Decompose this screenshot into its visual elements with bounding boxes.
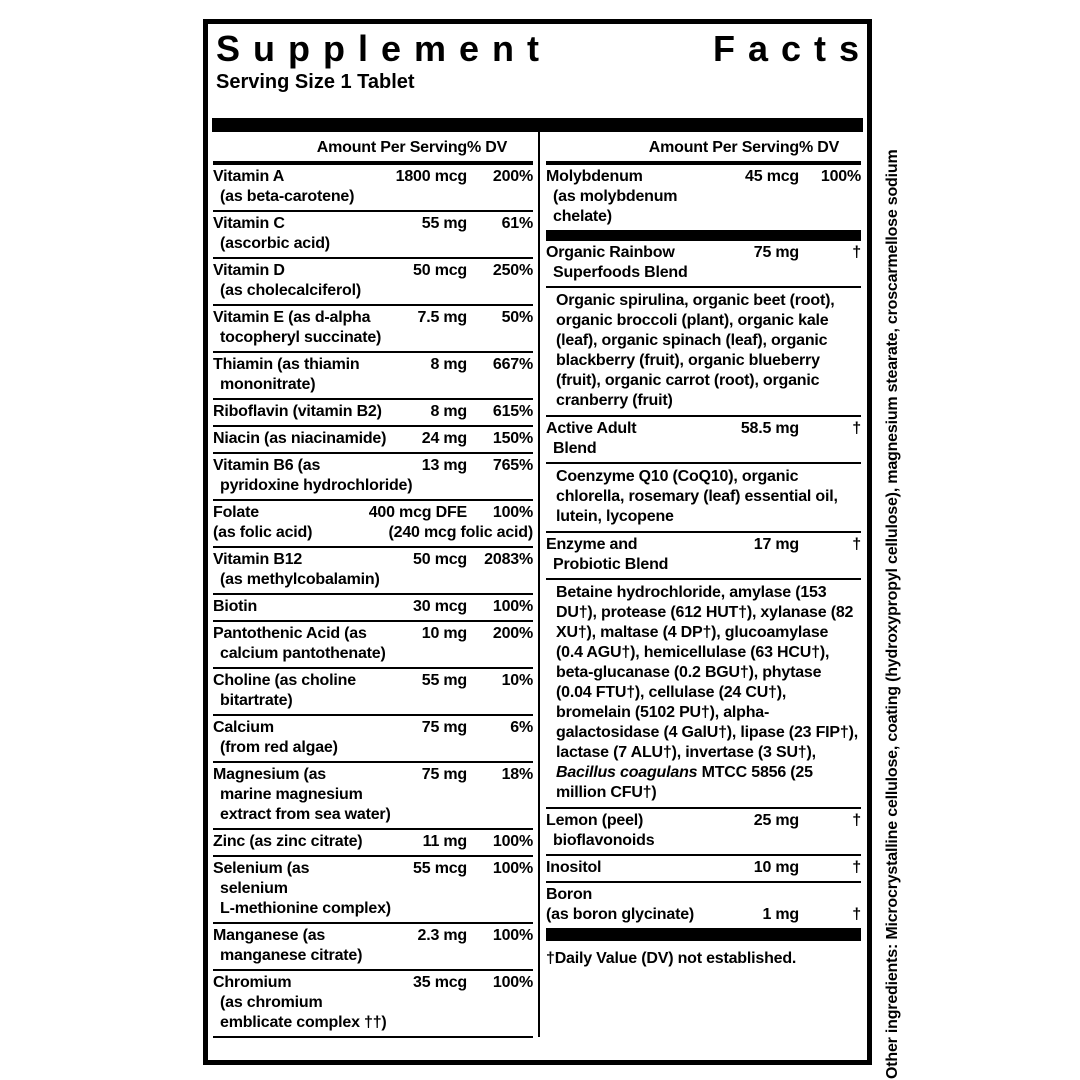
nutrient-dv: 18%	[501, 766, 533, 783]
nutrient-name: (as folic acid)	[213, 524, 313, 541]
nutrient-line	[213, 624, 533, 644]
nutrient-line	[546, 263, 861, 283]
percent-dv-header: % DV	[467, 139, 508, 156]
blend-description	[546, 580, 861, 809]
nutrient-row	[213, 427, 533, 454]
left-rows	[213, 165, 533, 1038]
nutrient-line	[213, 899, 533, 919]
nutrient-line	[546, 885, 861, 905]
nutrient-row	[213, 857, 533, 924]
nutrient-name: extract from sea water)	[220, 806, 391, 823]
blend-description	[546, 464, 861, 533]
nutrient-amount: 8 mg	[430, 356, 467, 373]
nutrient-amount: 13 mg	[421, 457, 467, 474]
left-column-header	[213, 132, 533, 165]
nutrient-row	[546, 417, 861, 464]
blend-description	[546, 288, 861, 417]
nutrient-line	[213, 597, 533, 617]
nutrient-name: Selenium (as	[213, 860, 310, 877]
separator-bar-top	[212, 118, 863, 132]
nutrient-name: Enzyme and	[546, 536, 638, 553]
nutrient-name: Inositol	[546, 859, 602, 876]
nutrient-amount: 1800 mcg	[395, 168, 467, 185]
nutrient-amount: 400 mcg DFE	[368, 504, 467, 521]
nutrient-line	[213, 765, 533, 785]
nutrient-name: manganese citrate)	[220, 947, 363, 964]
nutrient-name: (as beta-carotene)	[220, 188, 355, 205]
nutrient-amount: 17 mg	[753, 536, 799, 553]
right-column	[540, 132, 867, 1037]
desc-segment: MTCC 5856 (25 million CFU†)	[556, 764, 813, 801]
other-ingredients-vertical-text: Other ingredients: Microcrystalline cellulose, coating (hydroxypropyl cellulose), magnesium stearate, croscarmellose sodium	[884, 149, 901, 1079]
nutrient-row	[213, 669, 533, 716]
nutrient-dv: 100%	[492, 860, 533, 877]
nutrient-amount: 55 mcg	[413, 860, 467, 877]
nutrient-line	[213, 550, 533, 570]
nutrient-row	[213, 306, 533, 353]
nutrient-amount: 75 mg	[421, 719, 467, 736]
nutrient-name: tocopheryl succinate)	[220, 329, 382, 346]
nutrient-line	[213, 859, 533, 879]
supplement-facts-label	[203, 19, 872, 1065]
nutrient-line	[546, 187, 861, 207]
nutrient-row	[213, 763, 533, 830]
nutrient-dv: 100%	[492, 598, 533, 615]
right-column-header	[546, 132, 861, 165]
nutrient-amount: 50 mcg	[413, 262, 467, 279]
desc-segment: Organic spirulina, organic beet (root), organic broccoli (plant), organic kale (leaf), organic spinach (leaf), organic blackberry (fruit), organic blueberry (fruit), organic carrot (root), organic cranberry (fruit)	[556, 292, 835, 409]
nutrient-name: chelate)	[553, 208, 612, 225]
desc-segment: Coenzyme Q10 (CoQ10), organic chlorella, rosemary (leaf) essential oil, lutein, lycopene	[556, 468, 838, 525]
nutrient-name: marine magnesium	[220, 786, 363, 803]
nutrient-name: (as boron glycinate)	[546, 906, 695, 923]
nutrient-line	[213, 671, 533, 691]
nutrient-name: Magnesium (as	[213, 766, 326, 783]
nutrient-name: calcium pantothenate)	[220, 645, 386, 662]
nutrient-dv: †	[852, 906, 861, 923]
nutrient-dv: 250%	[492, 262, 533, 279]
nutrient-amount: 24 mg	[421, 430, 467, 447]
nutrient-name: Lemon (peel)	[546, 812, 644, 829]
nutrient-dv: 100%	[492, 833, 533, 850]
nutrient-name: Vitamin B12	[213, 551, 303, 568]
nutrient-row	[213, 830, 533, 857]
nutrient-dv: 61%	[501, 215, 533, 232]
nutrient-line	[213, 523, 533, 543]
nutrient-dv: 6%	[510, 719, 533, 736]
nutrient-row	[213, 622, 533, 669]
nutrient-line	[546, 167, 861, 187]
nutrient-name: Active Adult	[546, 420, 637, 437]
nutrient-line	[213, 973, 533, 993]
title-word-facts: Facts	[712, 28, 872, 69]
nutrient-row	[213, 924, 533, 971]
nutrient-name: Vitamin B6 (as	[213, 457, 321, 474]
nutrient-line	[213, 167, 533, 187]
serving-size: Serving Size 1 Tablet	[216, 71, 415, 93]
nutrient-dv: 150%	[492, 430, 533, 447]
nutrient-name: Zinc (as zinc citrate)	[213, 833, 363, 850]
nutrient-row	[213, 400, 533, 427]
nutrient-dv: †	[852, 420, 861, 437]
nutrient-name: (ascorbic acid)	[220, 235, 330, 252]
nutrient-name: Choline (as choline	[213, 672, 356, 689]
nutrient-name: (from red algae)	[220, 739, 338, 756]
nutrient-dv: 100%	[492, 927, 533, 944]
label-title	[208, 24, 872, 69]
nutrient-line	[546, 439, 861, 459]
nutrient-amount: 2.3 mg	[417, 927, 467, 944]
nutrient-line	[213, 1013, 533, 1033]
nutrient-name: Niacin (as niacinamide)	[213, 430, 387, 447]
nutrient-name: Vitamin C	[213, 215, 285, 232]
nutrient-row	[213, 548, 533, 595]
nutrient-name: Boron	[546, 886, 593, 903]
nutrient-line	[213, 261, 533, 281]
nutrient-name: (as chromium	[220, 994, 323, 1011]
separator-bar	[546, 928, 861, 941]
nutrient-line	[213, 785, 533, 805]
nutrient-row	[213, 595, 533, 622]
nutrient-name: Blend	[553, 440, 597, 457]
nutrient-line	[213, 570, 533, 590]
nutrient-line	[546, 831, 861, 851]
nutrient-dv: 100%	[492, 504, 533, 521]
nutrient-amount: 55 mg	[421, 672, 467, 689]
nutrient-line	[213, 946, 533, 966]
nutrient-name: Vitamin E (as d-alpha	[213, 309, 371, 326]
nutrient-name: Molybdenum	[546, 168, 643, 185]
nutrient-line	[213, 187, 533, 207]
right-rows	[546, 165, 861, 969]
nutrient-dv: 615%	[492, 403, 533, 420]
nutrient-dv: 100%	[820, 168, 861, 185]
nutrient-dv: 50%	[501, 309, 533, 326]
nutrient-line	[213, 214, 533, 234]
nutrient-row	[213, 259, 533, 306]
nutrient-dv: †	[852, 812, 861, 829]
amount-per-serving-header: Amount Per Serving	[648, 139, 799, 156]
nutrient-name: emblicate complex ††)	[220, 1014, 387, 1031]
nutrient-dv: 765%	[492, 457, 533, 474]
nutrient-line	[213, 691, 533, 711]
header-spacer	[213, 138, 317, 158]
nutrient-row	[213, 212, 533, 259]
nutrient-line	[213, 805, 533, 825]
nutrient-line	[546, 858, 861, 878]
nutrient-line	[213, 281, 533, 301]
nutrient-name: Biotin	[213, 598, 258, 615]
nutrient-name: pyridoxine hydrochloride)	[220, 477, 413, 494]
nutrient-dv: †	[852, 536, 861, 553]
nutrient-line	[546, 811, 861, 831]
nutrient-row	[546, 856, 861, 883]
nutrient-name: Vitamin A	[213, 168, 285, 185]
nutrient-name: bitartrate)	[220, 692, 293, 709]
nutrient-line	[213, 644, 533, 664]
nutrient-dv: †	[852, 859, 861, 876]
nutrient-amount: 25 mg	[753, 812, 799, 829]
nutrient-line	[213, 926, 533, 946]
nutrient-name: bioflavonoids	[553, 832, 655, 849]
nutrient-dv: 100%	[492, 974, 533, 991]
nutrient-row	[546, 533, 861, 580]
nutrient-line	[213, 832, 533, 852]
nutrient-name: (as methylcobalamin)	[220, 571, 380, 588]
nutrient-row	[213, 353, 533, 400]
separator-bar	[546, 230, 861, 241]
nutrient-columns	[208, 132, 867, 1037]
nutrient-line	[213, 355, 533, 375]
nutrient-name: Riboflavin (vitamin B2)	[213, 403, 382, 420]
nutrient-dv: 200%	[492, 625, 533, 642]
nutrient-line	[213, 234, 533, 254]
nutrient-line	[213, 375, 533, 395]
nutrient-dv: 200%	[492, 168, 533, 185]
nutrient-amount: 10 mg	[421, 625, 467, 642]
nutrient-line	[213, 503, 533, 523]
nutrient-line	[546, 207, 861, 227]
nutrient-line	[213, 738, 533, 758]
nutrient-amount: 45 mcg	[745, 168, 799, 185]
nutrient-name: Superfoods Blend	[553, 264, 688, 281]
nutrient-amount: 50 mcg	[413, 551, 467, 568]
nutrient-row	[546, 241, 861, 288]
nutrient-dv: 2083%	[484, 551, 533, 568]
nutrient-line	[213, 308, 533, 328]
nutrient-row	[213, 501, 533, 548]
nutrient-line	[213, 402, 533, 422]
nutrient-amount: 58.5 mg	[740, 420, 799, 437]
nutrient-dv: 10%	[501, 672, 533, 689]
nutrient-row	[546, 165, 861, 230]
nutrient-line	[546, 419, 861, 439]
nutrient-row	[213, 971, 533, 1038]
left-column	[208, 132, 540, 1037]
nutrient-line	[213, 476, 533, 496]
nutrient-line	[546, 243, 861, 263]
nutrient-name: Manganese (as	[213, 927, 326, 944]
nutrient-row	[546, 809, 861, 856]
nutrient-amount: 1 mg	[762, 906, 799, 923]
nutrient-amount: 55 mg	[421, 215, 467, 232]
nutrient-dv: †	[852, 244, 861, 261]
nutrient-name: Calcium	[213, 719, 274, 736]
desc-segment: Bacillus coagulans	[556, 764, 698, 781]
nutrient-line	[213, 328, 533, 348]
nutrient-amount: 30 mcg	[413, 598, 467, 615]
nutrient-line	[213, 429, 533, 449]
nutrient-amount: 10 mg	[753, 859, 799, 876]
nutrient-name: selenium	[220, 880, 288, 897]
nutrient-amount: 8 mg	[430, 403, 467, 420]
nutrient-amount: 75 mg	[753, 244, 799, 261]
nutrient-name: Organic Rainbow	[546, 244, 675, 261]
nutrient-name: mononitrate)	[220, 376, 316, 393]
nutrient-amount: 7.5 mg	[417, 309, 467, 326]
nutrient-name: Vitamin D	[213, 262, 285, 279]
nutrient-amount: 75 mg	[421, 766, 467, 783]
nutrient-row	[213, 454, 533, 501]
nutrient-line	[546, 555, 861, 575]
amount-per-serving-header: Amount Per Serving	[316, 139, 467, 156]
nutrient-amount: 35 mcg	[413, 974, 467, 991]
nutrient-line	[213, 456, 533, 476]
nutrient-name: L-methionine complex)	[220, 900, 391, 917]
nutrient-line	[213, 718, 533, 738]
nutrient-amount: (240 mcg folic acid)	[388, 524, 533, 541]
nutrient-name: Probiotic Blend	[553, 556, 669, 573]
nutrient-dv: 667%	[492, 356, 533, 373]
nutrient-line	[213, 879, 533, 899]
nutrient-name: Folate	[213, 504, 259, 521]
nutrient-name: (as cholecalciferol)	[220, 282, 361, 299]
percent-dv-header: % DV	[799, 139, 840, 156]
nutrient-name: (as molybdenum	[553, 188, 678, 205]
title-word-supplement: Supplement	[216, 28, 553, 69]
nutrient-row	[213, 716, 533, 763]
nutrient-name: Thiamin (as thiamin	[213, 356, 360, 373]
nutrient-name: Chromium	[213, 974, 292, 991]
nutrient-row	[546, 883, 861, 928]
dv-footnote: †Daily Value (DV) not established.	[546, 950, 797, 967]
nutrient-line	[213, 993, 533, 1013]
header-spacer	[546, 138, 649, 158]
nutrient-name: Pantothenic Acid (as	[213, 625, 367, 642]
nutrient-line	[546, 535, 861, 555]
desc-segment: Betaine hydrochloride, amylase (153 DU†), protease (612 HUT†), xylanase (82 XU†), maltase (4 DP†), glucoamylase (0.4 AGU†), hemicellulase (63 HCU†), beta-glucanase (0.2 BGU†), phytase (0.04 FTU†), cellulase (24 CU†), bromelain (5102 PU†), alpha-galactosidase (4 GalU†), lipase (23 FIP†), lactase (7 ALU†), invertase (3 SU†),	[556, 584, 858, 761]
nutrient-row	[213, 165, 533, 212]
nutrient-line	[546, 905, 861, 925]
nutrient-amount: 11 mg	[422, 833, 467, 850]
